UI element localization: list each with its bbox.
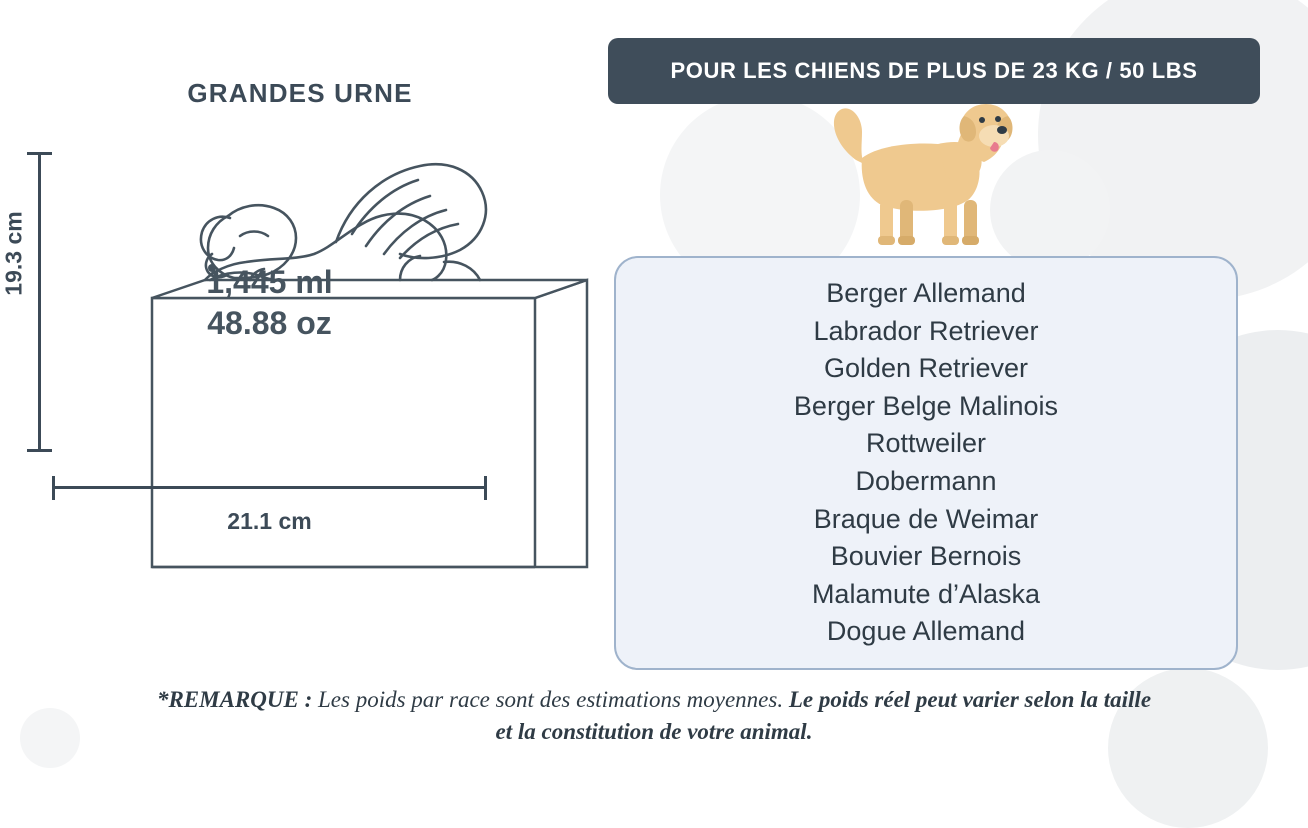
dimension-cap-top [27, 152, 52, 155]
list-item: Rottweiler [865, 428, 987, 459]
list-item: Golden Retriever [823, 353, 1029, 384]
list-item: Dogue Allemand [826, 616, 1026, 647]
footnote [154, 684, 1154, 747]
dimension-line [52, 486, 487, 489]
dog-illustration [818, 100, 1018, 255]
height-label: 19.3 cm [0, 211, 27, 296]
volume-oz: 48.88 oz [207, 304, 332, 341]
urn-diagram-panel [0, 0, 600, 700]
footnote-mid: Les poids par race sont des estimations moyennes. [312, 687, 789, 712]
list-item: Berger Allemand [826, 278, 1026, 309]
golden-retriever-icon [818, 100, 1018, 255]
volume-ml: 1,445 ml [206, 264, 333, 300]
sleeping-dog-with-wings-urn-icon [100, 130, 600, 660]
dimension-cap-right [484, 476, 487, 500]
breed-list-panel [614, 256, 1238, 670]
list-item: Malamute d’Alaska [811, 578, 1041, 609]
footnote-bold-tail: Le poids réel peut varier selon la taille et la constitution de votre animal. [495, 687, 1152, 744]
list-item: Berger Belge Malinois [793, 390, 1059, 421]
list-item: Dobermann [855, 466, 997, 496]
width-dimension-marker [52, 474, 487, 504]
width-label: 21.1 cm [227, 508, 312, 534]
footnote-lead: *REMARQUE : [156, 687, 313, 712]
volume-readout [52, 262, 487, 344]
list-item: Labrador Retriever [813, 315, 1039, 346]
list-item: Bouvier Bernois [830, 541, 1022, 572]
list-item: Braque de Weimar [813, 503, 1039, 534]
urn-illustration [100, 130, 600, 660]
weight-range-badge [608, 38, 1260, 104]
dimension-cap-bottom [27, 449, 52, 452]
dimension-line [38, 152, 41, 452]
weight-range-badge-label: POUR LES CHIENS DE PLUS DE 23 KG / 50 LBS [670, 58, 1198, 83]
urn-size-title: GRANDES URNE [187, 78, 413, 108]
dimension-cap-left [52, 476, 55, 500]
